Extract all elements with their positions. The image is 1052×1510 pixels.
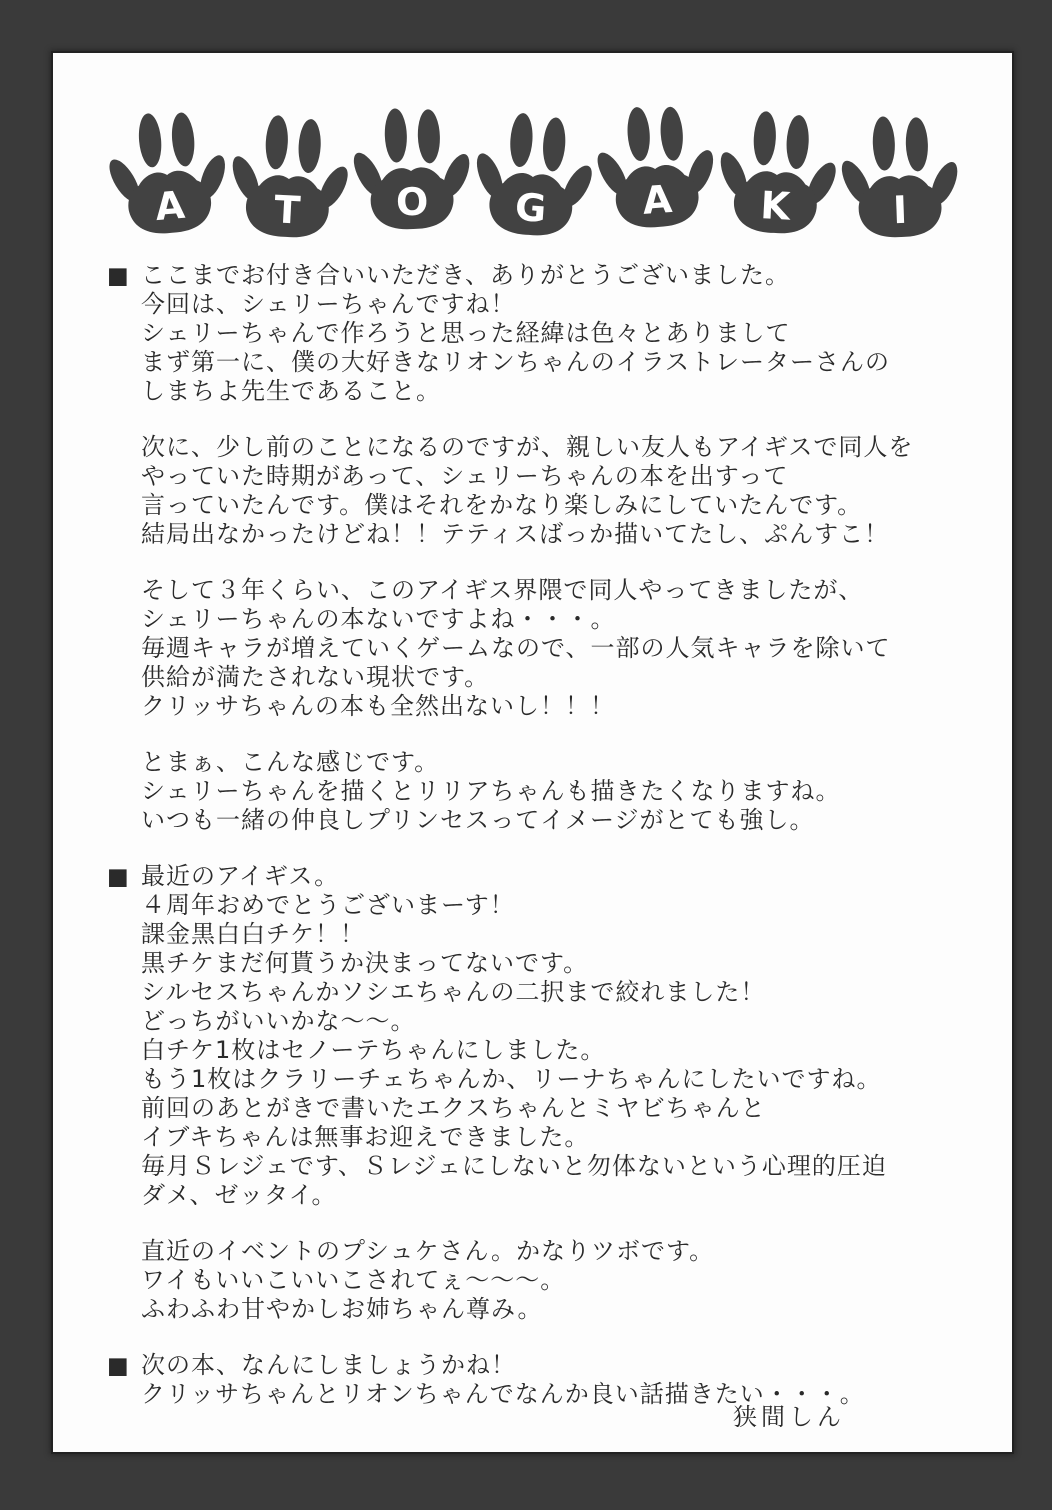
afterword-text [53,249,1012,1409]
text-line: 前回のあとがきで書いたエクスちゃんとミヤビちゃんと [141,1094,766,1122]
paragraph-block [107,862,972,1210]
section-marker-square: ■ [107,263,130,289]
paragraph-block [107,433,972,549]
text-line: 次の本、なんにしましょうかね！ [141,1351,516,1379]
section-marker-square: ■ [107,864,130,890]
paragraph-block [107,1237,972,1324]
text-line: 結局出なかったけどね！！テティスばっか描いてたし、ぷんすこ！ [141,520,890,548]
paw-print-icon [226,104,351,250]
text-line: やっていた時期があって、シェリーちゃんの本を出すって [141,462,789,490]
text-line: もう1枚はクラリーチェちゃんか、リーナちゃんにしたいですね。 [141,1065,882,1093]
paw-toe [541,117,567,172]
text-line: まず第一に、僕の大好きなリオンちゃんのイラストレーターさんの [141,348,891,376]
text-line: シェリーちゃんの本ないですよね・・・。 [141,605,616,633]
text-line: シェリーちゃんを描くとリリアちゃんも描きたくなりますね。 [141,777,841,805]
text-line: 次に、少し前のことになるのですが、親しい友人もアイギスで同人を [141,433,914,461]
paw-print-icon [714,100,839,246]
paw-toe [508,112,534,167]
text-line: ふわふわ甘やかしお姉ちゃん尊み。 [141,1295,543,1323]
paw-toe [297,118,322,173]
paw-toe [752,111,777,166]
text-line: とまぁ、こんな感じです。 [141,748,440,776]
paw-toe [416,109,440,164]
paw-toe [136,112,163,168]
text-line: 今回は、シェリーちゃんですね！ [141,290,516,318]
text-line: しまちよ先生であること。 [141,377,441,405]
paw-title-letter: A [640,176,674,223]
paw-print-icon [349,97,472,241]
paw-title-letter: G [513,184,548,231]
paragraph-block [107,261,972,406]
paw-toe [785,114,810,169]
paw-toe [383,108,407,163]
text-line: 白チケ1枚はセノーテちゃんにしました。 [141,1036,606,1064]
text-line: 最近のアイギス。 [141,862,340,890]
paw-icon [469,101,596,249]
paw-icon [837,105,960,249]
paw-title-letter: K [758,183,791,229]
paw-title-letter: T [272,187,301,233]
author-signature: 狭間しん [733,1403,845,1431]
text-line: どっちがいいかな～～。 [141,1007,416,1035]
text-line: シェリーちゃんで作ろうと思った経緯は色々とありまして [141,319,791,347]
paw-print-icon [837,105,960,249]
paw-print-icon [469,101,596,249]
text-line: ダメ、ゼッタイ。 [141,1181,337,1209]
paw-icon [349,97,472,241]
paw-toe [169,112,196,168]
text-line: シルセスちゃんかソシエちゃんの二択まで絞れました！ [141,978,766,1006]
text-line: クリッサちゃんとリオンちゃんでなんか良い話描きたい・・・。 [141,1380,865,1408]
text-line: 課金黒白白チケ！！ [141,920,366,948]
text-line: 毎月Ｓレジェです、Ｓレジェにしないと勿体ないという心理的圧迫 [141,1152,887,1180]
paw-toe [871,116,895,171]
paw-icon [591,93,718,241]
text-line: そして３年くらい、このアイギス界隈で同人やってきましたが、 [141,576,864,604]
paw-toe [904,117,928,172]
paw-icon [102,98,232,248]
text-line: 毎週キャラが増えていくゲームなので、一部の人気キャラを除いて [141,634,891,662]
paragraph-block [107,748,972,835]
paw-toe [264,115,289,170]
paw-print-icon [102,98,232,248]
paw-icon [226,104,351,250]
text-line: ４周年おめでとうございまーす！ [141,891,515,919]
text-line: クリッサちゃんの本も全然出ないし！！！ [141,692,616,720]
paper-page [53,53,1012,1452]
paw-title-letter: O [394,179,429,225]
text-line: いつも一緒の仲良しプリンセスってイメージがとても強し。 [141,806,815,834]
text-line: 供給が満たされない現状です。 [141,663,490,691]
paw-icon [714,100,839,246]
text-line: 黒チケまだ何貰うか決まってないです。 [141,949,589,977]
section-marker-square: ■ [107,1353,130,1379]
text-line: ワイもいいこいいこされてぇ～～～。 [141,1266,566,1294]
paragraph-block [107,576,972,721]
text-line: 直近のイベントのプシュケさん。かなりツボです。 [141,1237,715,1265]
text-line: イブキちゃんは無事お迎えできました。 [141,1123,590,1151]
text-line: ここまでお付き合いいただき、ありがとうございました。 [141,261,791,289]
text-line: 言っていたんです。僕はそれをかなり楽しみにしていたんです。 [141,491,863,519]
atogaki-paw-title [53,97,1012,249]
paw-toe [625,106,651,161]
paw-print-icon [591,93,718,241]
paw-toe [658,106,684,161]
paw-title-letter: A [152,182,186,230]
paw-title-letter: I [891,187,908,233]
